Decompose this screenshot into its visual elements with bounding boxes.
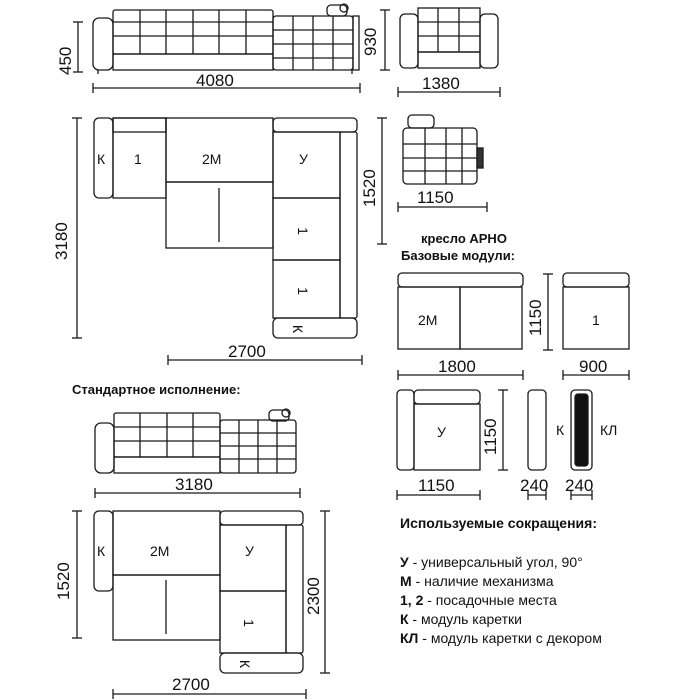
dim-240-kl: 240	[565, 476, 594, 495]
label-k-module: К	[556, 422, 565, 438]
label-1-corner: 1	[134, 151, 142, 167]
dim-450: 450	[56, 46, 75, 75]
dim-1380: 1380	[422, 74, 460, 93]
label-kl-module: КЛ	[600, 422, 618, 438]
dim-2300: 2300	[304, 577, 323, 615]
dim-2700-corner: 2700	[228, 342, 266, 361]
label-1-corner-lower-a: 1	[294, 227, 311, 235]
dim-1150-u-vertical: 1150	[481, 418, 500, 455]
label-u-module: У	[437, 424, 446, 440]
dim-3180-standard: 3180	[175, 475, 213, 494]
heading-armchair: кресло АРНО	[421, 231, 507, 246]
dim-line-930	[380, 10, 390, 70]
module-kl	[571, 390, 592, 470]
module-1	[563, 273, 629, 349]
standard-sofa-front-view	[95, 409, 296, 473]
dim-3180-corner: 3180	[52, 222, 71, 260]
legend-item-kl: КЛ - модуль каретки с декором	[400, 630, 602, 646]
dim-1150-u: 1150	[418, 476, 455, 495]
armchair-top-view	[403, 115, 483, 184]
label-k-standard-bottom: К	[237, 659, 254, 669]
dim-900: 900	[579, 357, 608, 376]
label-k-standard: К	[97, 543, 106, 559]
label-2m-standard: 2М	[150, 543, 170, 559]
label-u-corner: У	[299, 151, 308, 167]
dim-4080: 4080	[196, 71, 234, 90]
module-k	[528, 390, 546, 470]
standard-corner-plan	[94, 511, 303, 673]
label-k-corner-bottom: К	[290, 324, 307, 334]
dim-1150-modules: 1150	[526, 299, 545, 336]
label-1-corner-lower-b: 1	[294, 287, 311, 295]
sofa-front-view	[93, 4, 359, 74]
legend-item-m: М - наличие механизма	[400, 573, 554, 589]
dim-1520-corner: 1520	[360, 169, 379, 207]
label-u-standard: У	[245, 543, 254, 559]
heading-standard: Стандартное исполнение:	[72, 382, 241, 397]
dim-240-k: 240	[520, 476, 549, 495]
heading-base-modules: Базовые модули:	[401, 248, 516, 263]
dim-1520-standard: 1520	[54, 562, 73, 600]
dim-line-1520-standard	[72, 511, 82, 638]
dim-930: 930	[361, 27, 380, 56]
dim-2700-standard: 2700	[172, 675, 210, 694]
label-k-corner: К	[97, 151, 106, 167]
label-1-standard: 1	[240, 619, 257, 627]
label-2m-corner: 2М	[202, 151, 222, 167]
heading-abbreviations: Используемые сокращения:	[400, 515, 597, 531]
legend-item-k: К - модуль каретки	[400, 611, 522, 627]
legend-item-u: У - универсальный угол, 90°	[400, 554, 583, 570]
label-1-module: 1	[592, 312, 600, 328]
armchair-front-view	[400, 8, 498, 68]
dim-1150-armchair: 1150	[417, 188, 454, 207]
dim-1800: 1800	[438, 357, 476, 376]
module-2m	[398, 273, 523, 349]
dim-line-3180-corner	[72, 118, 82, 338]
label-2m-module: 2М	[418, 312, 438, 328]
legend-item-seats: 1, 2 - посадочные места	[400, 592, 557, 608]
